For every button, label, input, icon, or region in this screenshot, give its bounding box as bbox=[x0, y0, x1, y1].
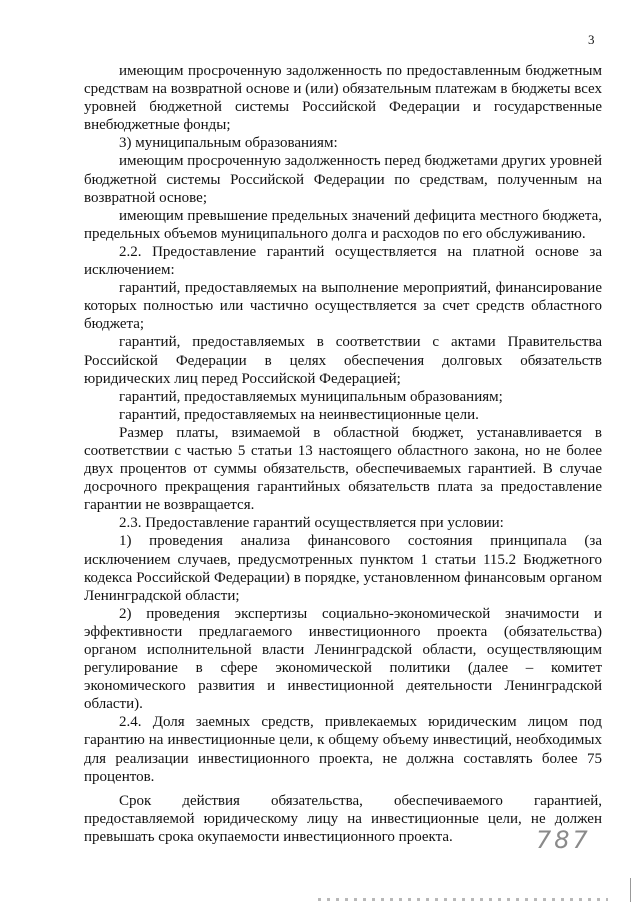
paragraph-exception-government-acts: гарантий, предоставляемых в соответствии с актами Правительства Российской Федерации в целях обеспечения долговых обязательств юридических лиц перед Российской Федерацией; bbox=[84, 334, 602, 387]
document-body bbox=[84, 62, 602, 846]
handwritten-page-mark: 787 bbox=[536, 826, 591, 854]
paragraph-overdue-debt-budget-funds: имеющим просроченную задолженность по предоставленным бюджетным средствам на возвратной основе и (или) обязательным платежам в бюджеты всех уровней бюджетной системы Российской Федерации и государственные внебюджетные фонды; bbox=[84, 63, 602, 134]
paragraph-municipal-deficit-excess: имеющим превышение предельных значений дефицита местного бюджета, предельных объемов муниципального долга и расходов по его обслуживанию. bbox=[84, 207, 602, 242]
paragraph-exception-regional-budget: гарантий, предоставляемых на выполнение мероприятий, финансирование которых полностью или частично осуществляется за счет средств областного бюджета; bbox=[84, 280, 602, 333]
paragraph-municipal-heading: 3) муниципальным образованиям: bbox=[119, 135, 338, 152]
paragraph-municipal-overdue-debt: имеющим просроченную задолженность перед бюджетами других уровней бюджетной системы Российской Федерации по средствам, полученным на возвратной основе; bbox=[84, 153, 602, 206]
page-number: 3 bbox=[588, 32, 595, 47]
paragraph-exception-non-investment: гарантий, предоставляемых на неинвестиционные цели. bbox=[119, 406, 479, 423]
paragraph-fee-amount: Размер платы, взимаемой в областной бюджет, устанавливается в соответствии с частью 5 статьи 13 настоящего областного закона, но не более двух процентов от суммы обязательств, обеспечиваемых гарантией. В случае досрочного прекращения гарантийных обязательств плата за предоставление гарантии не возвращается. bbox=[84, 424, 602, 514]
paragraph-condition-expertise: 2) проведения экспертизы социально-экономической значимости и эффективности предлагаемого инвестиционного проекта (обязательства) органом исполнительной власти Ленинградской области, осуществляющим регулирование в сфере экономической политики (далее – комитет экономического развития и инвестиционной деятельности Ленинградской области). bbox=[84, 605, 602, 713]
paragraph-condition-financial-analysis: 1) проведения анализа финансового состояния принципала (за исключением случаев, предусмотренных пунктом 1 статьи 115.2 Бюджетного кодекса Российской Федерации) в порядке, установленном финансовым органом Ленинградской области; bbox=[84, 533, 602, 604]
paragraph-2-2-paid-basis: 2.2. Предоставление гарантий осуществляется на платной основе за исключением: bbox=[84, 243, 602, 279]
scan-edge-mark bbox=[630, 878, 631, 902]
paragraph-exception-municipal: гарантий, предоставляемых муниципальным образованиям; bbox=[119, 388, 503, 405]
scan-artifact-dots bbox=[318, 898, 608, 901]
paragraph-2-3-conditions: 2.3. Предоставление гарантий осуществляется при условии: bbox=[119, 515, 504, 532]
paragraph-2-4-borrowed-share: 2.4. Доля заемных средств, привлекаемых юридическим лицом под гарантию на инвестиционные цели, к общему объему инвестиций, необходимых для реализации инвестиционного проекта, не должна составлять более 75 процентов. bbox=[84, 714, 602, 785]
paragraph-obligation-term: Срок действия обязательства, обеспечиваемого гарантией, предоставляемой юридическому лицу на инвестиционные цели, не должен превышать срока окупаемости инвестиционного проекта. bbox=[84, 792, 602, 845]
